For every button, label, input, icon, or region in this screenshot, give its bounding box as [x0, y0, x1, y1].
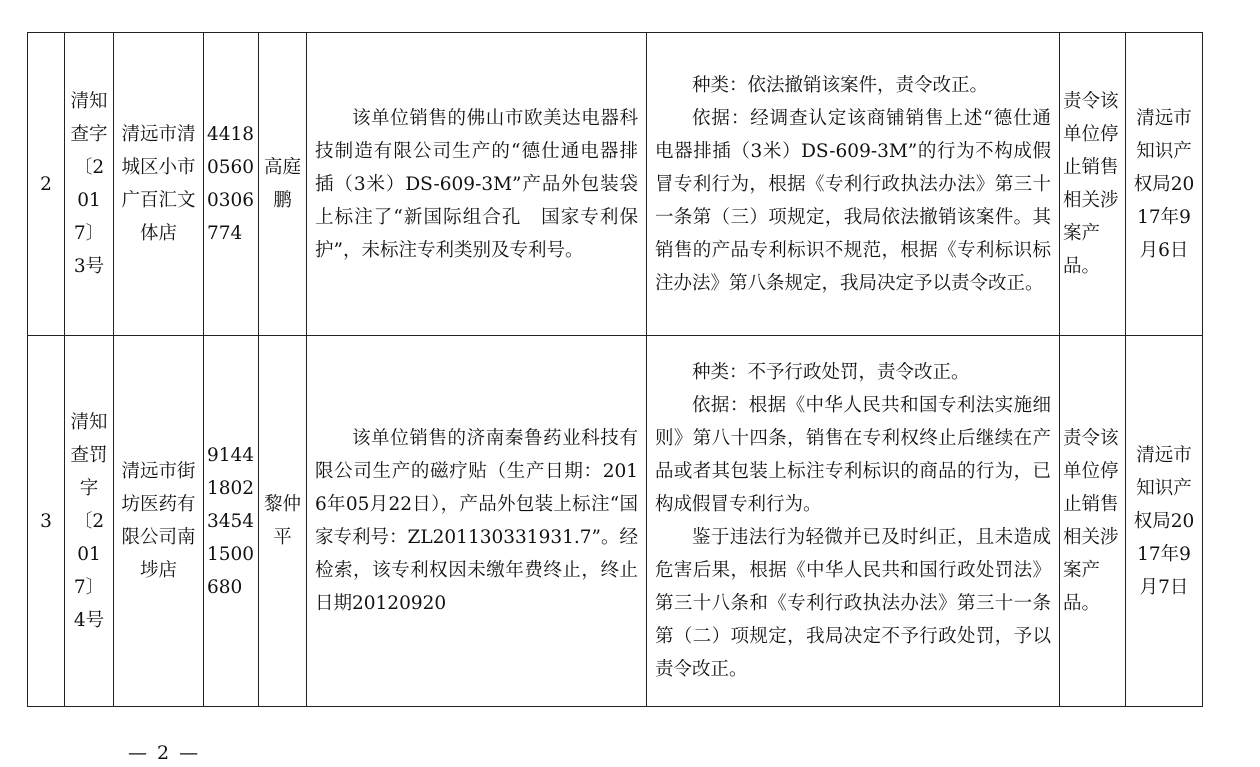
decision-basis: 依据：根据《中华人民共和国专利法实施细则》第八十四条，销售在专利权终止后继续在产品或者其包装上标注专利标识的商品的行为，已构成假冒专利行为。: [655, 395, 1051, 515]
credit-code: 9144180234541500680: [204, 336, 259, 707]
facts-text: 该单位销售的济南秦鲁药业科技有限公司生产的磁疗贴（生产日期：2016年05月22日），产品外包装上标注“国家专利号：ZL201130331931.7”。经检索，该专利权因未缴年费终止，终止日期20120920: [315, 428, 638, 614]
penalty-decision: [647, 33, 1060, 336]
penalty-disclosure-table: [27, 32, 1203, 707]
page-number: — 2 —: [128, 742, 201, 764]
violation-facts: [307, 336, 647, 707]
decision-organ: 清远市知识产权局: [1133, 107, 1192, 195]
table-row: [28, 33, 1203, 336]
case-number: 清知查字〔2017〕3号: [65, 33, 114, 336]
party-name: 清远市街坊医药有限公司南埗店: [114, 336, 204, 707]
decision-basis: 依据：经调查认定该商铺销售上述“德仕通电器排插（3米）DS-609-3M”的行为不构成假冒专利行为，根据《专利行政执法办法》第三十一条第（三）项规定，我局依法撤销该案件。其销售的产品专利标识不规范，根据《专利标识标注办法》第八条规定，我局决定予以责令改正。: [655, 107, 1051, 294]
performance-method: 责令该单位停止销售相关涉案产品。: [1060, 33, 1126, 336]
violation-facts: [307, 33, 647, 336]
case-number: 清知查罚字〔2017〕4号: [65, 336, 114, 707]
decision-type: 种类：不予行政处罚，责令改正。: [692, 362, 970, 383]
decision-organ-and-date: [1126, 33, 1203, 336]
decision-date: 2017年9月6日: [1137, 173, 1195, 261]
legal-representative: 高庭鹏: [259, 33, 307, 336]
party-name: 清远市清城区小市广百汇文体店: [114, 33, 204, 336]
legal-representative: 黎仲平: [259, 336, 307, 707]
decision-organ-and-date: [1126, 336, 1203, 707]
decision-extra: 鉴于违法行为轻微并已及时纠正，且未造成危害后果，根据《中华人民共和国行政处罚法》第三十八条和《专利行政执法办法》第三十一条第（二）项规定，我局决定不予行政处罚，予以责令改正。: [655, 527, 1051, 680]
credit-code: 441805600306774: [204, 33, 259, 336]
row-index: 3: [28, 336, 65, 707]
decision-date: 2017年9月7日: [1137, 510, 1195, 598]
performance-method: 责令该单位停止销售相关涉案产品。: [1060, 336, 1126, 707]
table-row: [28, 336, 1203, 707]
facts-text: 该单位销售的佛山市欧美达电器科技制造有限公司生产的“德仕通电器排插（3米）DS-609-3M”产品外包装袋上标注了“新国际组合孔 国家专利保护”，未标注专利类别及专利号。: [315, 107, 638, 261]
penalty-decision: [647, 336, 1060, 707]
decision-organ: 清远市知识产权局: [1133, 444, 1192, 532]
decision-type: 种类：依法撤销该案件，责令改正。: [692, 74, 989, 96]
row-index: 2: [28, 33, 65, 336]
